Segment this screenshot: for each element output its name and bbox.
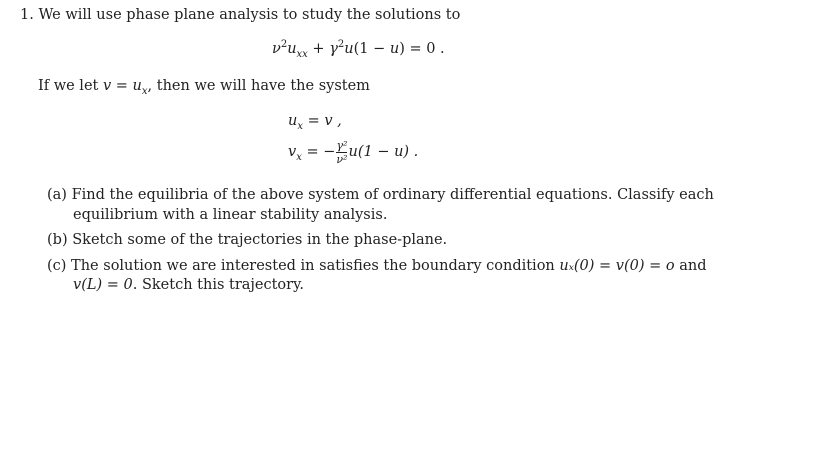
part-b-line: (b) Sketch some of the trajectories in the phase-plane. <box>47 232 448 248</box>
gamma-over-nu-fraction: $\frac{\text{γ²}}{\text{ν²}}$ <box>336 138 348 166</box>
substitution-line: If we let $v = u_x$, then we will have the system <box>38 78 370 97</box>
problem-intro-line <box>20 6 460 24</box>
part-b-label: (b) <box>47 232 68 248</box>
system-equation-2: $v_x$ = − $\frac{\text{γ²}}{\text{ν²}}$ u(1 − u) . <box>288 138 419 166</box>
part-a-line-2: equilibrium with a linear stability analysis. <box>73 207 388 223</box>
main-equation: $\nu^2u_{xx} + \gamma^2u(1 - u) = 0$ . <box>272 39 445 60</box>
part-c-label: (c) <box>47 258 67 274</box>
part-a-label: (a) <box>47 187 67 203</box>
part-a-line-1: (a) Find the equilibria of the above system of ordinary differential equations. Classify each <box>47 187 714 203</box>
part-c-line-2: v(L) = 0. Sketch this trajectory. <box>73 277 304 293</box>
part-c-line-1: (c) The solution we are interested in satisfies the boundary condition uₓ(0) = v(0) = o and <box>47 258 707 274</box>
system-equation-1: $u_x = v$ , <box>288 113 342 132</box>
problem-intro: We will use phase plane analysis to study the solutions to <box>38 7 461 23</box>
problem-number: 1. <box>20 7 34 23</box>
